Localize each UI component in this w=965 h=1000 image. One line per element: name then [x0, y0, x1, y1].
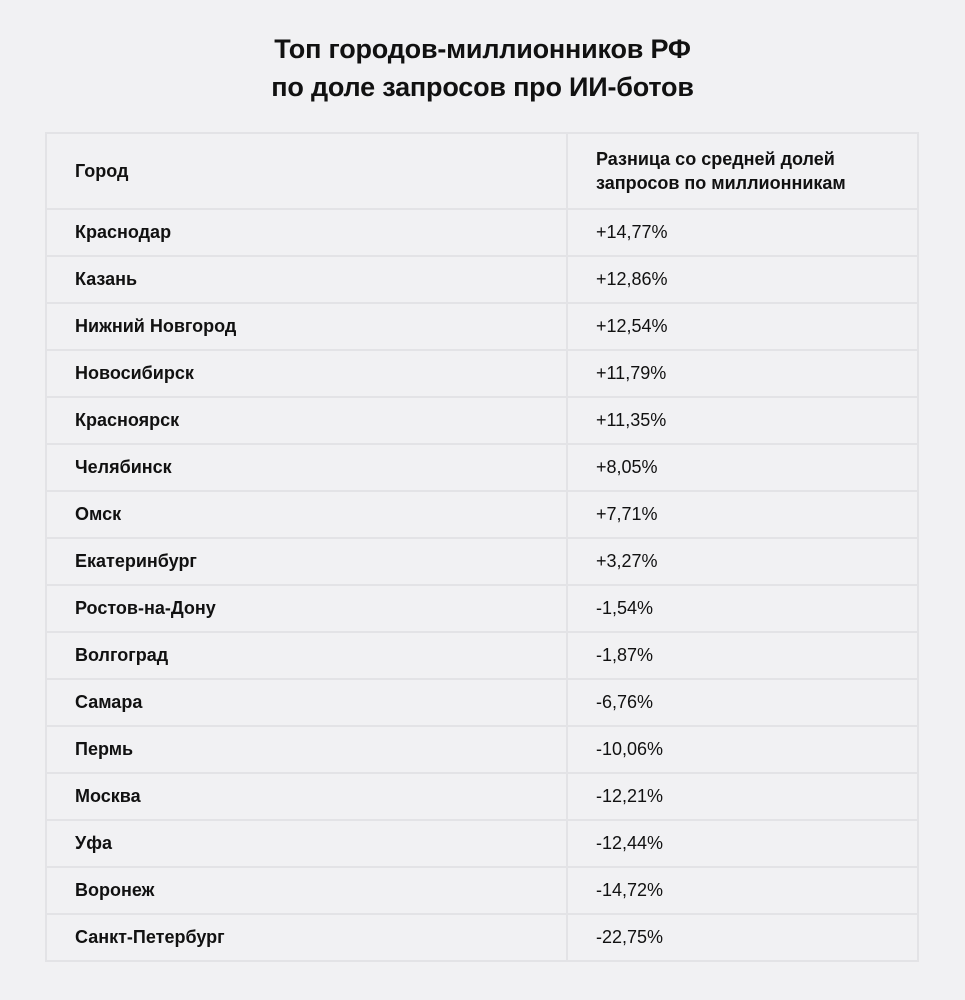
city-cell: Москва — [47, 774, 568, 819]
table-row — [47, 678, 917, 725]
table-row — [47, 396, 917, 443]
value-cell: -1,87% — [596, 645, 654, 665]
city-cell: Красноярск — [47, 398, 568, 443]
city-cell: Санкт-Петербург — [47, 915, 568, 960]
value-cell: -12,21% — [596, 786, 664, 806]
value-cell: -10,06% — [596, 739, 664, 759]
table-row — [47, 631, 917, 678]
value-cell: +11,35% — [596, 410, 667, 430]
table-row — [47, 866, 917, 913]
page-title — [0, 30, 965, 106]
table-row — [47, 819, 917, 866]
value-cell: +12,54% — [596, 316, 668, 336]
table-row — [47, 490, 917, 537]
city-cell: Екатеринбург — [47, 539, 568, 584]
city-cell: Нижний Новгород — [47, 304, 568, 349]
value-cell: -1,54% — [596, 598, 654, 618]
value-cell: +11,79% — [596, 363, 667, 383]
city-cell: Ростов-на-Дону — [47, 586, 568, 631]
table-row — [47, 772, 917, 819]
city-cell: Уфа — [47, 821, 568, 866]
city-cell: Омск — [47, 492, 568, 537]
value-cell: -14,72% — [596, 880, 664, 900]
table-row — [47, 302, 917, 349]
table-row — [47, 443, 917, 490]
table-row — [47, 208, 917, 255]
city-cell: Воронеж — [47, 868, 568, 913]
value-cell: +7,71% — [596, 504, 658, 524]
value-cell: +14,77% — [596, 222, 668, 242]
table-header-row — [47, 134, 917, 208]
city-cell: Казань — [47, 257, 568, 302]
city-cell: Волгоград — [47, 633, 568, 678]
title-line-2: по доле запросов про ИИ-ботов — [271, 72, 694, 102]
value-cell: +3,27% — [596, 551, 658, 571]
city-cell: Краснодар — [47, 210, 568, 255]
city-cell: Пермь — [47, 727, 568, 772]
value-cell: +12,86% — [596, 269, 668, 289]
header-city: Город — [47, 134, 568, 208]
city-cell: Челябинск — [47, 445, 568, 490]
table-row — [47, 255, 917, 302]
value-cell: -6,76% — [596, 692, 654, 712]
table-row — [47, 725, 917, 772]
table-row — [47, 913, 917, 960]
value-cell: +8,05% — [596, 457, 658, 477]
city-cell: Самара — [47, 680, 568, 725]
table-row — [47, 349, 917, 396]
title-line-1: Топ городов-миллионников РФ — [274, 34, 691, 64]
cities-table — [45, 132, 919, 962]
value-cell: -12,44% — [596, 833, 664, 853]
value-cell: -22,75% — [596, 927, 664, 947]
table-row — [47, 584, 917, 631]
city-cell: Новосибирск — [47, 351, 568, 396]
header-value: Разница со средней долей запросов по миллионникам — [596, 149, 846, 193]
table-row — [47, 537, 917, 584]
